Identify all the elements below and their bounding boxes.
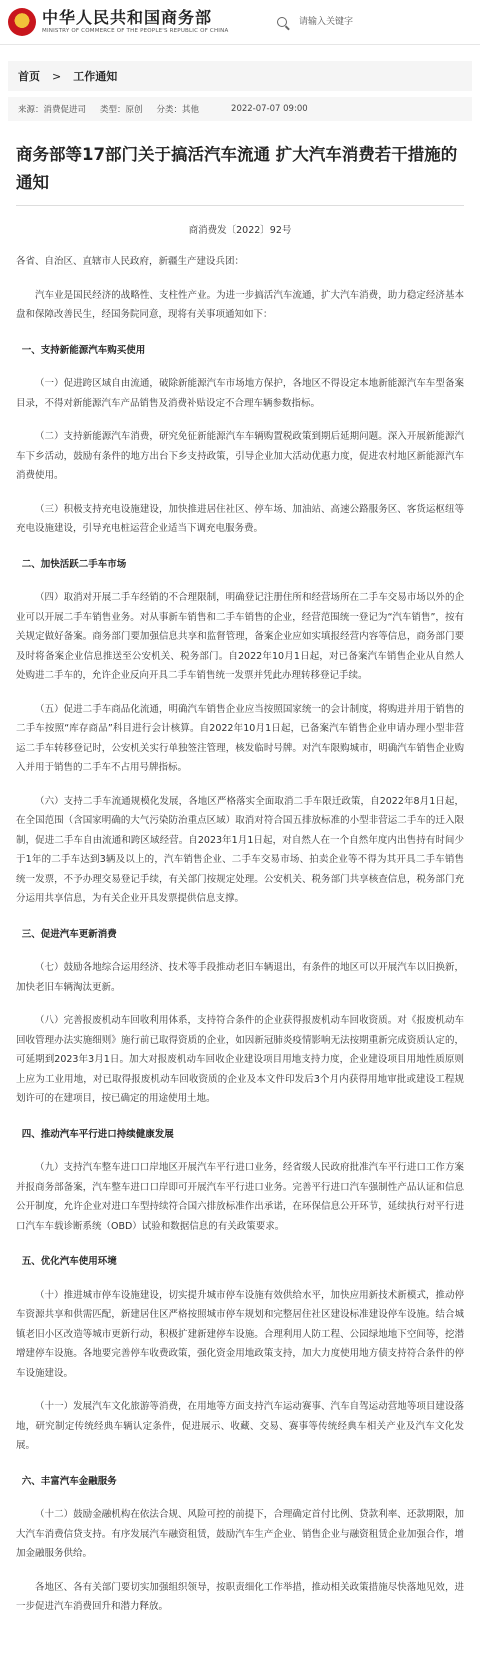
section-heading: 三、促进汽车更新消费 [21,928,117,940]
meta-source: 来源：消费促进司 [18,105,87,115]
salutation: 各省、自治区、直辖市人民政府，新疆生产建设兵团： [16,256,245,267]
breadcrumb-current[interactable]: 工作通知 [73,70,118,83]
site-header [0,0,480,45]
title-divider [16,205,464,206]
document-number: 商消费发〔2022〕92号 [188,225,292,236]
paragraph: （七）鼓励各地综合运用经济、技术等手段推动老旧车辆退出，有条件的地区可以开展汽车以旧换新，加快老旧车辆淘汰更新。 [16,962,464,993]
site-title-en: MINISTRY OF COMMERCE OF THE PEOPLE'S REPUBLIC OF CHINA [42,28,229,34]
search-box[interactable] [267,8,472,36]
breadcrumb-home[interactable]: 首页 [18,70,40,83]
breadcrumb [8,61,472,91]
meta-category: 分类：其他 [156,105,200,115]
article-body [16,252,464,1617]
national-emblem-icon[interactable] [8,8,36,36]
paragraph: （十）推进城市停车设施建设，切实提升城市停车设施有效供给水平，加快应用新技术新模式，推动停车资源共享和供需匹配，新建居住区严格按照城市停车规划和完整居住社区建设标准建设停车设施。结合城镇老旧小区改造等城市更新行动，积极扩建新建停车设施。合理利用人防工程、公园绿地地下空间等，挖潜增建停车设施。各地要完善停车收费政策，强化资金用地政策支持，加大力度使用地方债支持符合条件的停车设施建设。 [16,1289,464,1379]
site-title-cn: 中华人民共和国商务部 [42,8,213,27]
site-logo[interactable] [42,9,228,35]
paragraph: （一）促进跨区域自由流通，破除新能源汽车市场地方保护，各地区不得设定本地新能源汽车车型备案目录，不得对新能源汽车产品销售及消费补贴设定不合理车辆参数指标。 [16,378,464,409]
closing-paragraph: 各地区、各有关部门要切实加强组织领导，按职责细化工作举措，推动相关政策措施尽快落地见效，进一步促进汽车消费回升和潜力释放。 [16,1581,464,1612]
paragraph: （十一）发展汽车文化旅游等消费，在用地等方面支持汽车运动赛事、汽车自驾运动营地等项目建设落地，研究制定传统经典车辆认定条件，促进展示、收藏、交易、赛事等传统经典车相关产业及汽车文化发展。 [16,1401,464,1451]
breadcrumb-separator: > [52,69,62,83]
paragraph: （二）支持新能源汽车消费，研究免征新能源汽车车辆购置税政策到期后延期问题。深入开展新能源汽车下乡活动，鼓励有条件的地方出台下乡支持政策，引导企业加大活动优惠力度，促进农村地区新能源汽车消费使用。 [16,431,464,481]
meta-type: 类型：原创 [100,105,143,115]
paragraph: （三）积极支持充电设施建设，加快推进居住社区、停车场、加油站、高速公路服务区、客货运枢纽等充电设施建设，引导充电桩运营企业适当下调充电服务费。 [16,503,464,534]
intro-paragraph: 汽车业是国民经济的战略性、支柱性产业。为进一步搞活汽车流通，扩大汽车消费，助力稳定经济基本盘和保障改善民生，经国务院同意，现将有关事项通知如下： [16,289,464,320]
section-heading: 五、优化汽车使用环境 [21,1256,117,1267]
paragraph: （九）支持汽车整车进口口岸地区开展汽车平行进口业务，经省级人民政府批准汽车平行进口工作方案并报商务部备案，汽车整车进口口岸即可开展汽车平行进口业务。完善平行进口汽车强制性产品认证和信息公开制度，允许企业对进口车型持续符合国六排放标准作出承诺，在环保信息公开环节，延续执行对平行进口汽车车载诊断系统（OBD）试验和数据信息的有关政策要求。 [16,1162,464,1232]
section-heading: 一、支持新能源汽车购买使用 [21,344,146,356]
section-heading: 六、丰富汽车金融服务 [21,1475,117,1487]
paragraph: （六）支持二手车流通规模化发展，各地区严格落实全面取消二手车限迁政策，自2022年8月1日起，在全国范围（含国家明确的大气污染防治重点区域）取消对符合国五排放标准的小型非营运二手车的迁入限制，促进二手车自由流通和跨区域经营。自2023年1月1日起，对自然人在一个自然年度内出售持有时间少于1年的二手车达到3辆及以上的，汽车销售企业、二手车交易市场、拍卖企业等不得为其开具二手车销售统一发票，不予办理交易登记手续，有关部门按规定处理。公安机关、税务部门共享核查信息，税务部门充分运用共享信息，为有关企业开具发票提供信息支撑。 [16,795,464,904]
paragraph: （五）促进二手车商品化流通，明确汽车销售企业应当按照国家统一的会计制度，将购进并用于销售的二手车按照“库存商品”科目进行会计核算。自2022年10月1日起，已备案汽车销售企业申请办理小型非营运二手车转移登记时，公安机关实行单独签注管理，核发临时号牌。对汽车限购城市，明确汽车销售企业购入并用于销售的二手车不占用号牌指标。 [16,703,464,773]
article-meta [8,97,472,121]
paragraph: （十二）鼓励金融机构在依法合规、风险可控的前提下，合理确定首付比例、贷款利率、还款期限，加大汽车消费信贷支持。有序发展汽车融资租赁，鼓励汽车生产企业、销售企业与融资租赁企业加强合作，增加金融服务供给。 [16,1509,464,1559]
section-heading: 四、推动汽车平行进口持续健康发展 [21,1128,174,1140]
search-input[interactable] [297,16,451,28]
paragraph: （四）取消对开展二手车经销的不合理限制，明确登记注册住所和经营场所在二手车交易市场以外的企业可以开展二手车销售业务。对从事新车销售和二手车销售的企业，经营范围统一登记为“汽车销售”，按有关规定做好备案。商务部门要加强信息共享和监督管理，备案企业应如实填报经营内容等信息，商务部门要及时将备案企业信息推送至公安机关、税务部门。自2022年10月1日起，对已备案汽车销售企业从自然人处购进二手车的，允许企业反向开具二手车销售统一发票并凭此办理转移登记手续。 [16,592,464,681]
section-heading: 二、加快活跃二手车市场 [21,558,127,570]
article-title: 商务部等17部门关于搞活汽车流通 扩大汽车消费若干措施的通知 [16,145,458,192]
search-icon[interactable] [277,17,287,27]
paragraph: （八）完善报废机动车回收利用体系，支持符合条件的企业获得报废机动车回收资质。对《报废机动车回收管理办法实施细则》施行前已取得资质的企业，如因新冠肺炎疫情影响无法按期重新完成资质认定的，可延期到2023年3月1日。加大对报废机动车回收企业建设项目用地支持力度，企业建设项目用地性质原则上应为工业用地，对已取得报废机动车回收资质的企业及本文件印发后3个月内获得用地审批或建设工程规划许可的在建项目，按已确定的用途使用土地。 [16,1015,464,1104]
meta-date: 2022-07-07 09:00 [231,104,308,114]
